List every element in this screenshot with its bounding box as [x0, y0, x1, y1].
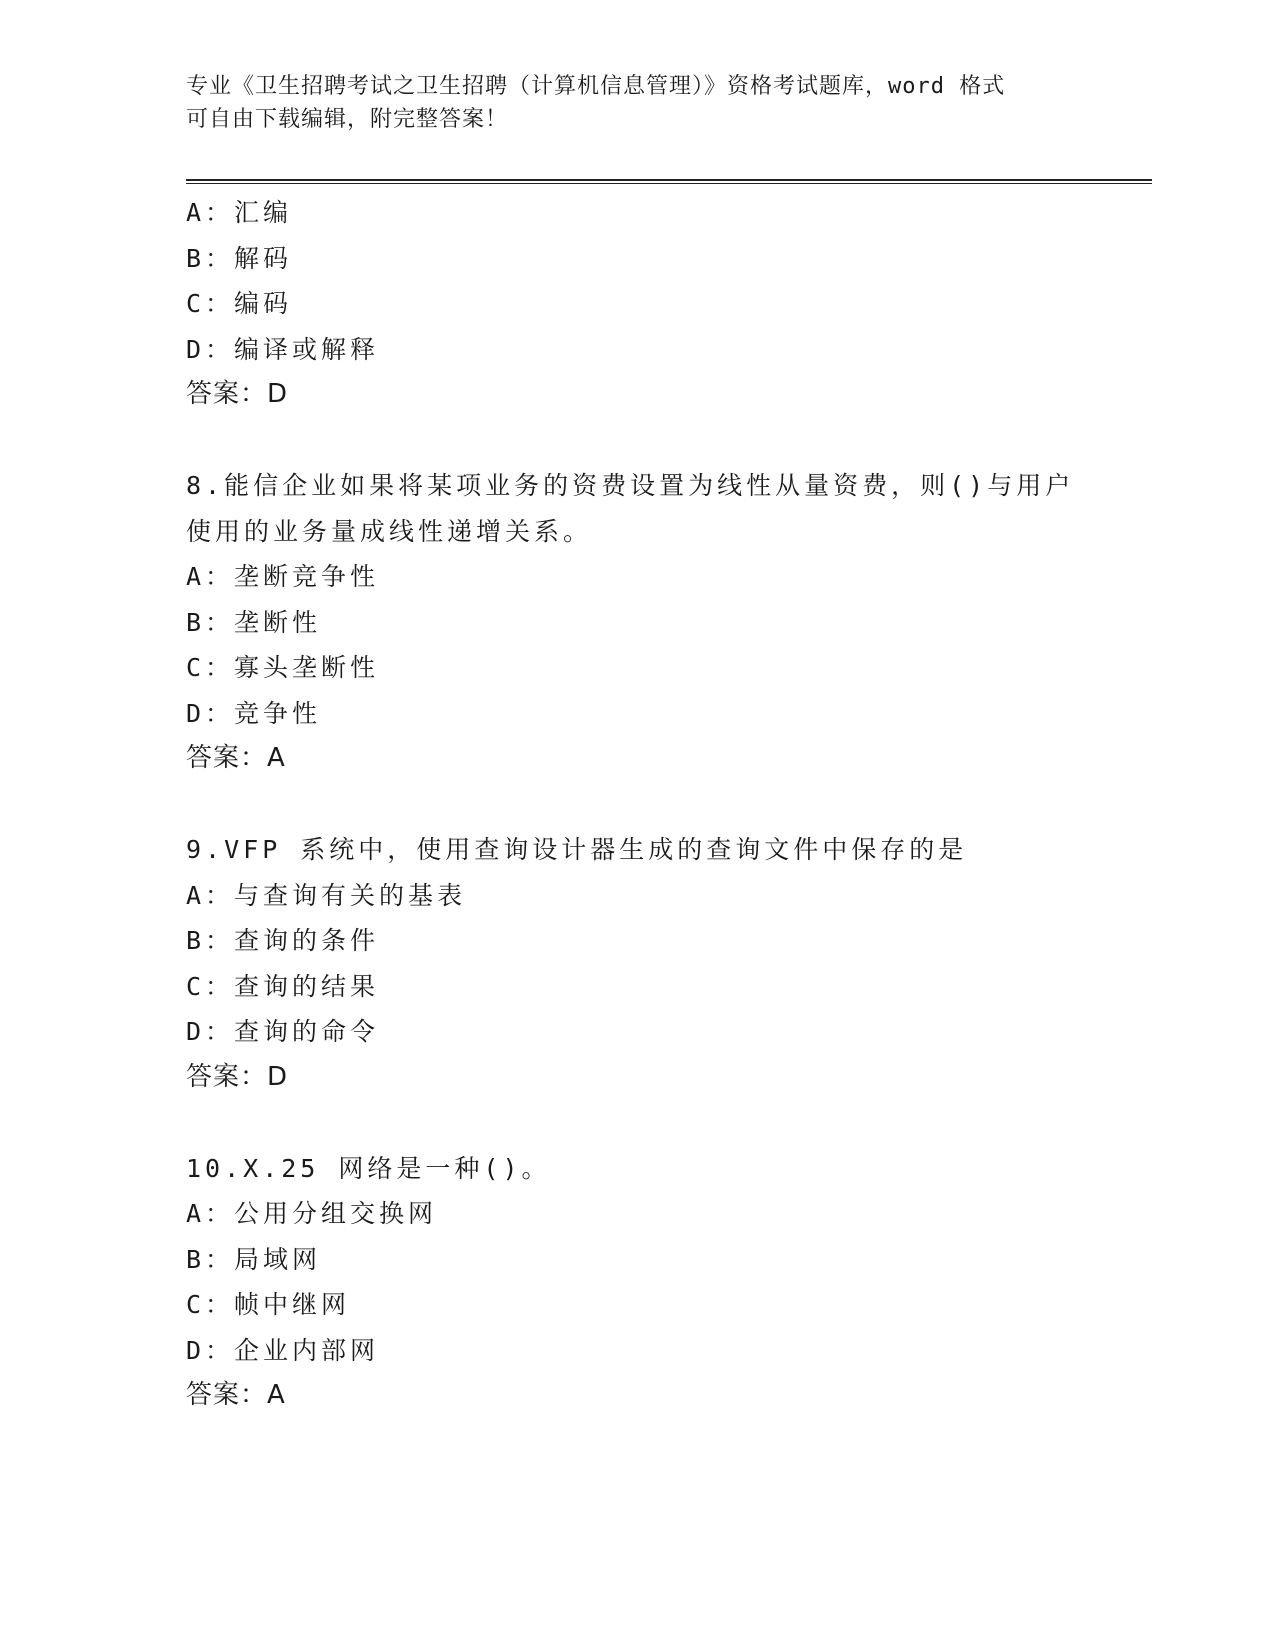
question-9 — [186, 827, 1086, 1100]
answer-line: 答案：A — [186, 743, 286, 773]
question-7 — [186, 190, 1086, 418]
option-a: A：汇编 — [186, 198, 293, 227]
answer-line: 答案：A — [186, 1380, 286, 1410]
option-c: C：寡头垄断性 — [186, 653, 380, 682]
header-line-2: 可自由下载编辑，附完整答案！ — [186, 107, 509, 132]
answer-line: 答案：D — [186, 379, 289, 409]
option-a: A：垄断竞争性 — [186, 562, 380, 591]
option-d: D：查询的命令 — [186, 1017, 380, 1046]
option-c: C：查询的结果 — [186, 971, 380, 1001]
question-8 — [186, 463, 1086, 782]
option-b: B：局域网 — [186, 1244, 322, 1274]
option-d: D：竞争性 — [186, 698, 322, 728]
header-line-1: 专业《卫生招聘考试之卫生招聘（计算机信息管理）》资格考试题库，word 格式 — [186, 74, 1006, 99]
option-c: C：编码 — [186, 289, 293, 318]
question-stem: 10.X.25 网络是一种()。 — [186, 1153, 551, 1183]
option-b: B：垄断性 — [186, 607, 322, 637]
option-b: B：查询的条件 — [186, 926, 380, 955]
spacer — [186, 782, 1086, 828]
option-b: B：解码 — [186, 243, 293, 273]
document-header — [186, 70, 1086, 136]
answer-line: 答案：D — [186, 1061, 289, 1092]
question-list — [186, 190, 1086, 1419]
header-divider-thin — [186, 183, 1152, 184]
spacer — [186, 418, 1086, 464]
question-stem: 8.能信企业如果将某项业务的资费设置为线性从量资费，则()与用户 — [186, 471, 1075, 500]
option-a: A：与查询有关的基表 — [186, 880, 467, 910]
header-divider-thick — [186, 179, 1152, 181]
spacer — [186, 1100, 1086, 1146]
option-d: D：编译或解释 — [186, 334, 380, 364]
question-stem: 9.VFP 系统中，使用查询设计器生成的查询文件中保存的是 — [186, 835, 968, 864]
option-d: D：企业内部网 — [186, 1335, 380, 1365]
option-c: C：帧中继网 — [186, 1290, 351, 1319]
question-stem-continued: 使用的业务量成线性递增关系。 — [186, 516, 593, 546]
question-10 — [186, 1146, 1086, 1419]
option-a: A：公用分组交换网 — [186, 1199, 438, 1228]
